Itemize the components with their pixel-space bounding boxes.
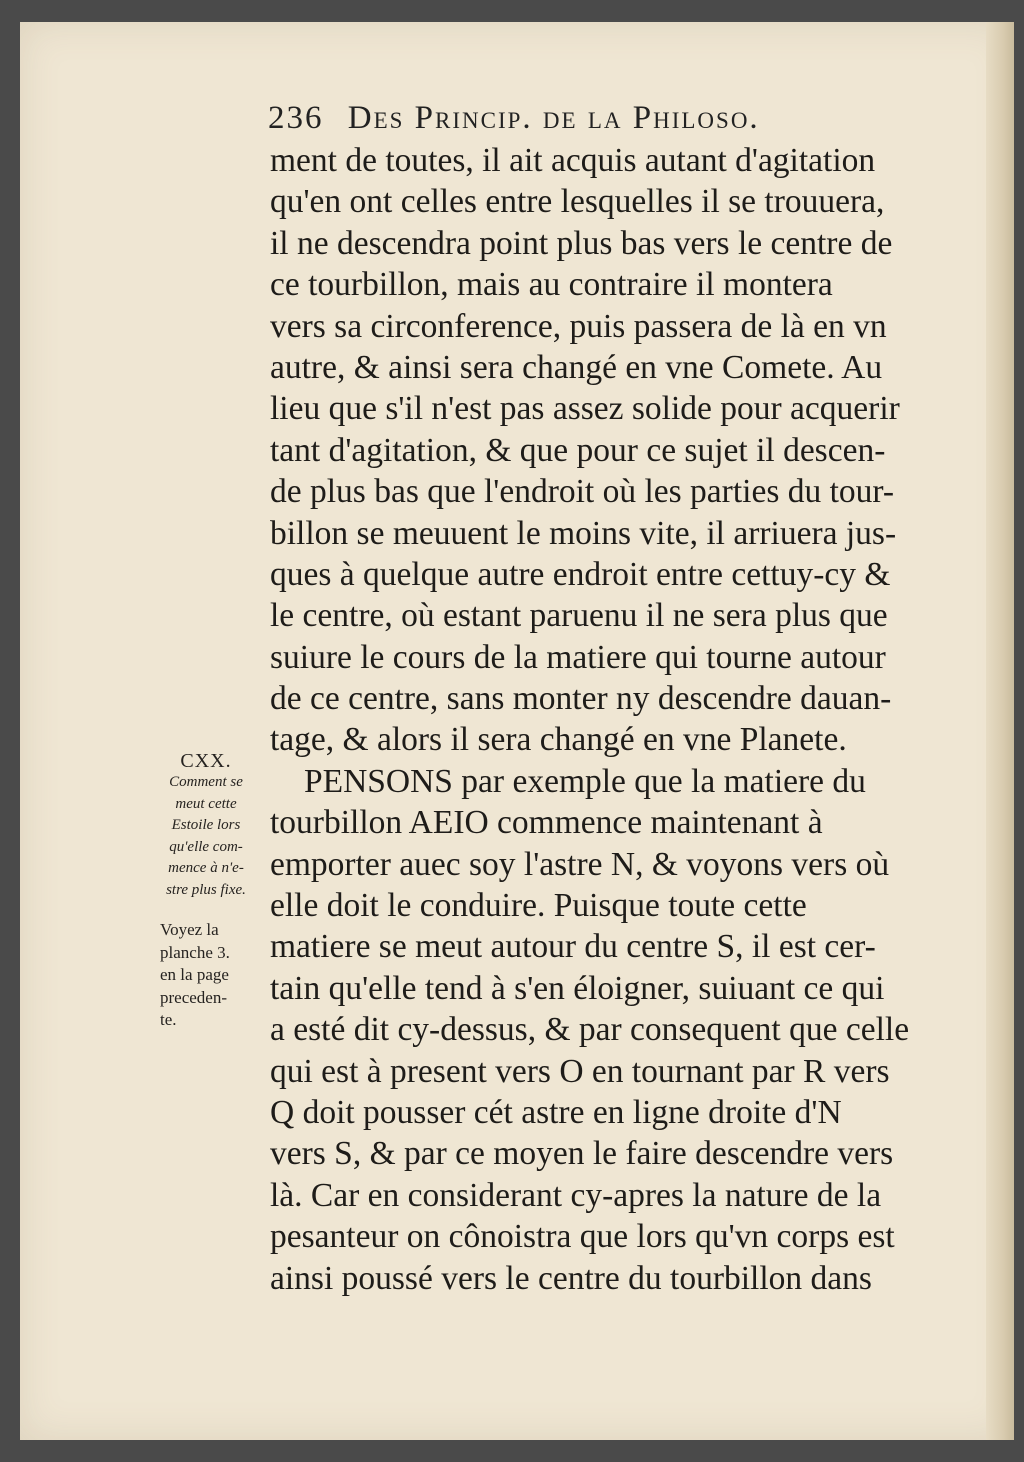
margin-ref-line: planche 3. bbox=[160, 942, 230, 962]
text-line: lieu que s'il n'est pas assez solide pour acquerir bbox=[270, 390, 900, 428]
margin-note-line: Estoile lors bbox=[171, 817, 241, 833]
margin-note-line: meut cette bbox=[175, 795, 237, 812]
text-line: billon se meuuent le moins vite, il arriuera jus- bbox=[270, 514, 897, 552]
text-line: tage, & alors il sera changé en vne Planete. bbox=[270, 721, 847, 759]
margin-note-line: stre plus fixe. bbox=[166, 881, 246, 898]
text-line: ques à quelque autre endroit entre cettuy-cy & bbox=[270, 555, 891, 593]
text-line: a esté dit cy-dessus, & par consequent que celle bbox=[270, 1011, 910, 1049]
text-line: vers sa circonference, puis passera de là en vn bbox=[270, 307, 887, 345]
text-line: tain qu'elle tend à s'en éloigner, suiuant ce qui bbox=[270, 969, 885, 1007]
body-text bbox=[270, 140, 970, 1299]
text-line: qui est à present vers O en tournant par R vers bbox=[270, 1052, 890, 1090]
text-line: Q doit pousser cét astre en ligne droite d'N bbox=[270, 1093, 842, 1131]
text-line: matiere se meut autour du centre S, il est cer- bbox=[270, 928, 876, 966]
text-line: emporter auec soy l'astre N, & voyons vers où bbox=[270, 845, 890, 883]
margin-reference bbox=[136, 919, 276, 1032]
running-title: Des Princip. de la Philoso. bbox=[347, 100, 760, 136]
text-line: suiure le cours de la matiere qui tourne autour bbox=[270, 638, 886, 676]
text-line: de plus bas que l'endroit où les parties du tour- bbox=[270, 473, 895, 511]
text-line: ce tourbillon, mais au contraire il montera bbox=[270, 266, 833, 304]
page-edge bbox=[986, 22, 1014, 1440]
text-line: tant d'agitation, & que pour ce sujet il descen- bbox=[270, 431, 886, 469]
text-line: ment de toutes, il ait acquis autant d'agitation bbox=[270, 142, 876, 179]
margin-note-line: Comment se bbox=[169, 774, 243, 790]
text-line: qu'en ont celles entre lesquelles il se trouuera, bbox=[270, 183, 885, 221]
text-line: autre, & ainsi sera changé en vne Comete. Au bbox=[270, 348, 883, 386]
text-line: vers S, & par ce moyen le faire descendre vers bbox=[270, 1135, 894, 1173]
text-line: elle doit le conduire. Puisque toute cette bbox=[270, 887, 807, 925]
text-line: tourbillon AEIO commence maintenant à bbox=[270, 804, 823, 842]
text-line: il ne descendra point plus bas vers le centre de bbox=[270, 224, 893, 262]
running-header bbox=[268, 100, 968, 140]
margin-ref-line: preceden- bbox=[160, 987, 228, 1007]
margin-ref-line: en la page bbox=[160, 965, 229, 984]
text-line: le centre, où estant paruenu il ne sera plus que bbox=[270, 597, 888, 635]
margin-ref-line: te. bbox=[160, 1010, 177, 1029]
page-number: 236 bbox=[268, 100, 324, 136]
text-line: de ce centre, sans monter ny descendre dauan- bbox=[270, 680, 892, 718]
section-number: CXX. bbox=[180, 750, 232, 772]
margin-note-line: qu'elle com- bbox=[169, 838, 243, 855]
margin-ref-line: Voyez la bbox=[160, 920, 219, 939]
text-line: pesanteur on cônoistra que lors qu'vn corps est bbox=[270, 1218, 895, 1256]
margin-note-line: mence à n'e- bbox=[168, 860, 244, 876]
text-line: ainsi poussé vers le centre du tourbillon dans bbox=[270, 1259, 872, 1297]
paragraph-start-line: PENSONS par exemple que la matiere du bbox=[304, 762, 866, 800]
margin-note bbox=[136, 772, 276, 901]
book-page bbox=[20, 22, 1014, 1440]
text-line: là. Car en considerant cy-apres la nature de la bbox=[270, 1176, 882, 1214]
margin-notes bbox=[136, 750, 276, 1032]
